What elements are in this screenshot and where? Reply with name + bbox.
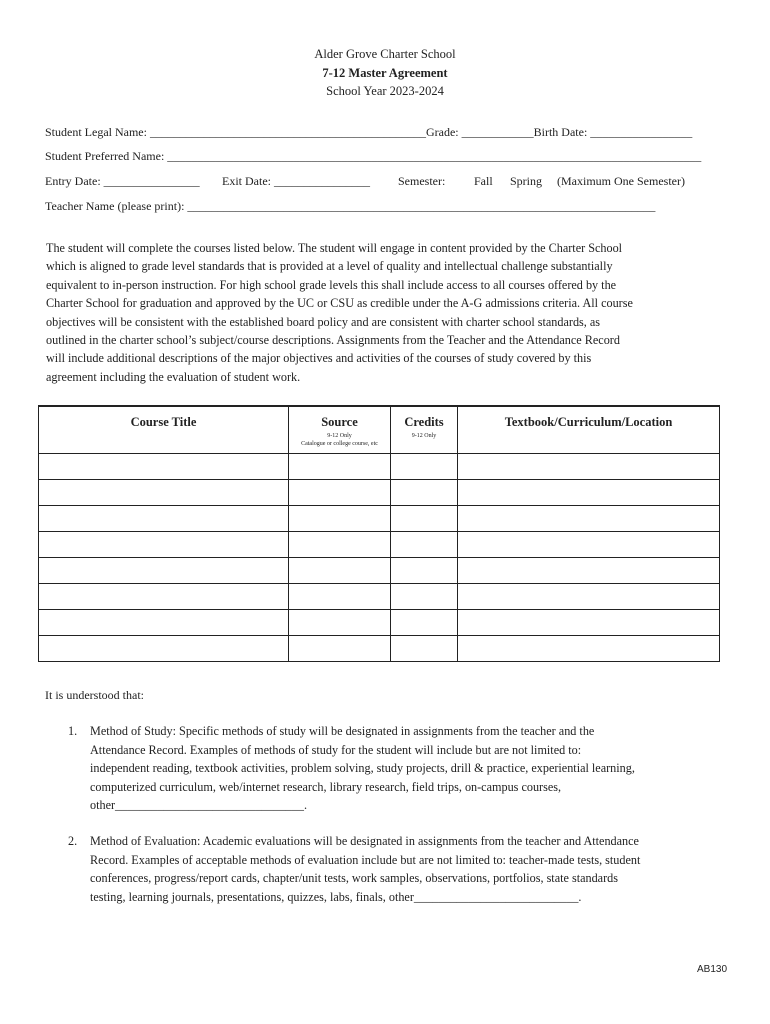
intro-line: The student will complete the courses listed below. The student will engage in content provided by the Charter School (46, 241, 623, 255)
exit-date-field: Exit Date: ________________ (222, 174, 370, 188)
semester-option-fall: Fall (474, 174, 493, 188)
table-row (39, 636, 720, 662)
header-credits-note: 9-12 Only (411, 433, 437, 439)
intro-line: agreement including the evaluation of student work. (46, 369, 301, 384)
credits-cell[interactable] (391, 532, 458, 558)
table-header-row (39, 406, 720, 454)
semester-label: Semester: (398, 174, 446, 188)
table-row (39, 610, 720, 636)
header-textbook: Textbook/Curriculum/Location (458, 406, 720, 454)
source-cell[interactable] (289, 610, 391, 636)
header-credits: Credits 9-12 Only (391, 406, 458, 454)
textbook-cell[interactable] (458, 454, 720, 480)
credits-cell[interactable] (391, 454, 458, 480)
list-line: Method of Evaluation: Academic evaluations will be designated in assignments from the teacher and Attendance (90, 834, 639, 848)
course-title-cell[interactable] (39, 506, 289, 532)
course-title-cell[interactable] (39, 636, 289, 662)
course-title-cell[interactable] (39, 558, 289, 584)
list-line: testing, learning journals, presentations, quizzes, labs, finals, other___________________________. (90, 889, 582, 904)
header-source-note: 9-12 Only (327, 433, 352, 439)
intro-line: objectives will be consistent with the established board policy and are consistent with charter school standards, as (46, 314, 601, 329)
header-source-note-2: Catalogue or college course, etc (301, 441, 378, 447)
preferred-name-line: Student Preferred Name: _________________________________________________________________________________________ (45, 149, 702, 163)
table-row (39, 454, 720, 480)
source-cell[interactable] (289, 532, 391, 558)
table-row (39, 506, 720, 532)
semester-note: (Maximum One Semester) (557, 174, 685, 188)
credits-cell[interactable] (391, 506, 458, 532)
list-line: Record. Examples of acceptable methods of evaluation include but are not limited to: teacher-made tests, student (90, 852, 641, 867)
intro-line: outlined in the charter school’s subject/course descriptions. Assignments from the Teacher and the Attendance Record (46, 333, 620, 348)
intro-line: equivalent to in-person instruction. For high school grade levels this shall include access to all courses offered by the (46, 277, 617, 292)
table-row (39, 480, 720, 506)
source-cell[interactable] (289, 454, 391, 480)
course-title-cell[interactable] (39, 454, 289, 480)
header-source: Source 9-12 Only Catalogue or college course, etc (289, 406, 391, 454)
source-cell[interactable] (289, 506, 391, 532)
credits-cell[interactable] (391, 480, 458, 506)
intro-line: will include additional descriptions of the major objectives and activities of the courses of study covered by this (46, 351, 592, 366)
source-cell[interactable] (289, 480, 391, 506)
header-course-title: Course Title (39, 406, 289, 454)
intro-line: which is aligned to grade level standards that is provided at a level of quality and intellectual challenge substantially (46, 259, 613, 274)
textbook-cell[interactable] (458, 610, 720, 636)
table-row (39, 532, 720, 558)
entry-date-field: Entry Date: ________________ (45, 174, 200, 188)
credits-cell[interactable] (391, 636, 458, 662)
school-name: Alder Grove Charter School (314, 47, 456, 61)
semester-option-spring: Spring (510, 174, 543, 188)
textbook-cell[interactable] (458, 480, 720, 506)
understood-heading: It is understood that: (45, 688, 144, 702)
textbook-cell[interactable] (458, 558, 720, 584)
course-title-cell[interactable] (39, 532, 289, 558)
list-line: other_______________________________. (90, 798, 307, 813)
source-cell[interactable] (289, 584, 391, 610)
list-line: independent reading, textbook activities, problem solving, study projects, drill & practice, experiential learning, (90, 761, 635, 776)
textbook-cell[interactable] (458, 584, 720, 610)
list-line: Method of Study: Specific methods of study will be designated in assignments from the teacher and the (90, 724, 595, 738)
list-line: conferences, progress/report cards, chapter/unit tests, work samples, observations, portfolios, state standards (90, 871, 618, 886)
school-year: School Year 2023-2024 (326, 84, 444, 98)
credits-cell[interactable] (391, 558, 458, 584)
student-info-line: Student Legal Name: ______________________________________________Grade: ____________Birth Date: _________________ (45, 125, 693, 139)
course-title-cell[interactable] (39, 480, 289, 506)
source-cell[interactable] (289, 558, 391, 584)
document-title: 7-12 Master Agreement (322, 66, 448, 80)
list-line: Attendance Record. Examples of methods of study for the student will include but are not limited to: (90, 742, 582, 757)
course-title-cell[interactable] (39, 610, 289, 636)
textbook-cell[interactable] (458, 636, 720, 662)
course-table (38, 405, 720, 662)
intro-paragraph (46, 239, 726, 386)
list-line: computerized curriculum, web/internet research, library research, field trips, on-campus courses, (90, 779, 562, 794)
credits-cell[interactable] (391, 610, 458, 636)
table-row (39, 584, 720, 610)
form-code: AB130 (697, 964, 728, 975)
intro-line: Charter School for graduation and approved by the UC or CSU as credible under the A-G admissions criteria. All course (46, 296, 633, 311)
credits-cell[interactable] (391, 584, 458, 610)
textbook-cell[interactable] (458, 506, 720, 532)
list-number: 2. (68, 834, 78, 848)
textbook-cell[interactable] (458, 532, 720, 558)
list-number: 1. (68, 724, 78, 738)
course-title-cell[interactable] (39, 584, 289, 610)
table-row (39, 558, 720, 584)
teacher-name-line: Teacher Name (please print): ______________________________________________________________________________ (45, 199, 656, 213)
source-cell[interactable] (289, 636, 391, 662)
